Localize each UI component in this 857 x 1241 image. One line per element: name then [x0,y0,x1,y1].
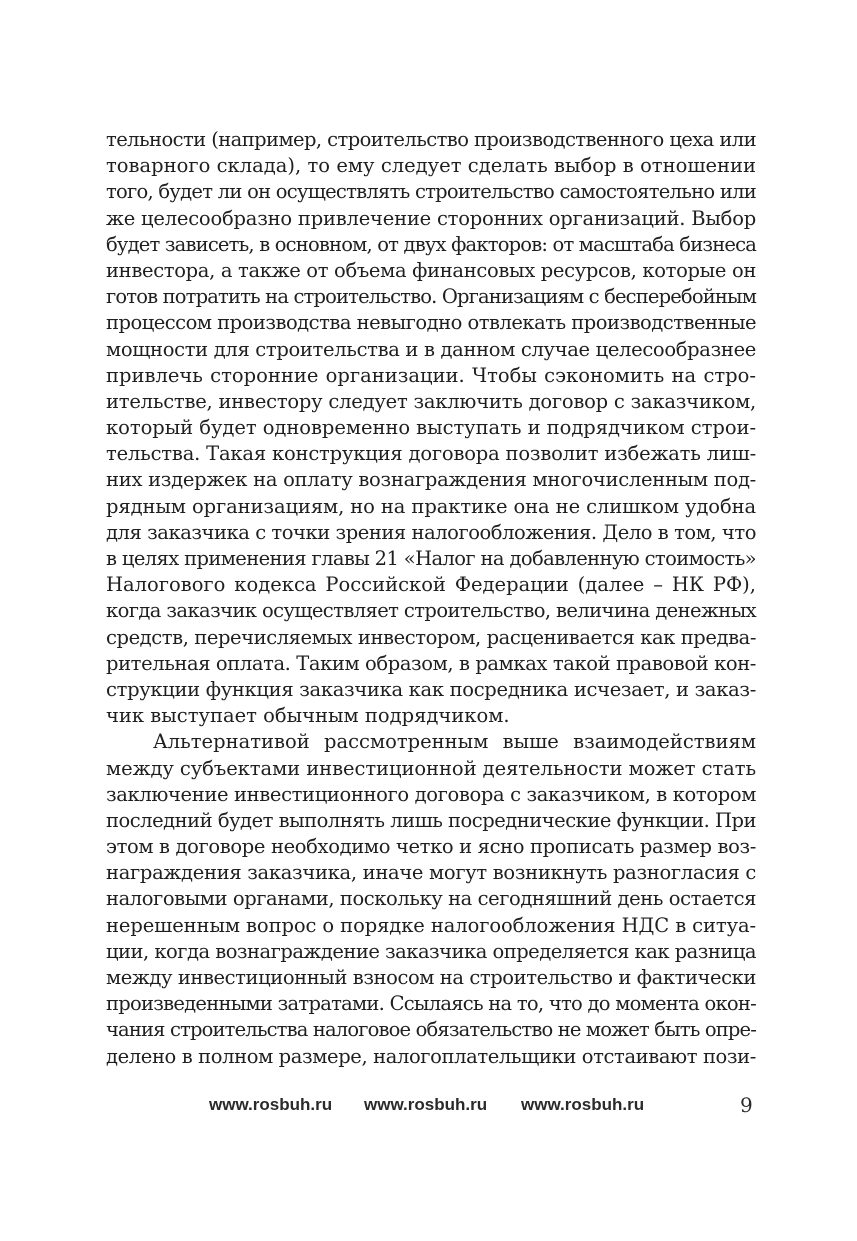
body-text [106,127,756,1070]
text-line: для заказчика с точки зрения налогообложения. Дело в том, что [106,520,756,544]
text-line: того, будет ли он осуществлять строительство самостоятельно или [106,180,756,204]
text-line: налоговыми органами, поскольку на сегодняшний день остается [106,887,756,911]
text-line: между субъектами инвестиционной деятельности может стать [106,756,756,780]
text-line: последний будет выполнять лишь посреднические функции. При [106,808,756,832]
text-line: струкции функция заказчика как посредника исчезает, и заказ- [106,677,756,701]
text-line: рительная оплата. Таким образом, в рамках такой правовой кон- [106,651,756,675]
text-line: заключение инвестиционного договора с заказчиком, в котором [106,782,757,806]
text-line: который будет одновременно выступать и подрядчиком строи- [106,416,757,440]
text-line: этом в договоре необходимо четко и ясно прописать размер воз- [106,835,756,859]
text-line: ции, когда вознаграждение заказчика определяется как разница [106,939,756,963]
page-number: 9 [740,1093,753,1117]
footer-url: www.rosbuh.ru [209,1095,333,1114]
text-line: Налогового кодекса Российской Федерации (далее – НК РФ), [106,573,756,597]
paragraph-1 [106,127,756,729]
text-line: товарного склада), то ему следует сделать выбор в отношении [106,154,756,178]
text-line: тельности (например, строительство производственного цеха или [106,128,756,151]
text-line: будет зависеть, в основном, от двух факторов: от масштаба бизнеса [106,232,757,256]
text-line: ительстве, инвестору следует заключить договор с заказчиком, [106,389,757,413]
text-line: между инвестиционный взносом на строительство и фактически [106,966,756,989]
text-line: готов потратить на строительство. Организациям с бесперебойным [106,285,757,309]
footer-url: www.rosbuh.ru [521,1095,645,1114]
text-line: них издержек на оплату вознаграждения многочисленным под- [106,468,756,492]
text-line: средств, перечисляемых инвестором, расценивается как предва- [106,625,757,649]
text-line: произведенными затратами. Ссылаясь на то, что до момента окон- [106,992,756,1016]
footer-url: www.rosbuh.ru [364,1095,488,1114]
text-line: процессом производства невыгодно отвлекать производственные [106,311,757,335]
text-line: привлечь сторонние организации. Чтобы сэкономить на стро- [106,363,756,387]
text-line: чик выступает обычным подрядчиком. [106,704,510,728]
text-line: в целях применения главы 21 «Налог на добавленную стоимость» [106,547,756,570]
text-line: делено в полном размере, налогоплательщики отстаивают пози- [106,1044,756,1068]
text-line: чания строительства налоговое обязательство не может быть опре- [106,1018,756,1042]
text-line: нерешенным вопрос о порядке налогообложения НДС в ситуа- [106,913,756,937]
text-line: рядным организациям, но на практике она не слишком удобна [106,494,757,518]
text-line: когда заказчик осуществляет строительство, величина денежных [106,599,757,623]
page-footer [0,1092,857,1122]
paragraph-2 [106,729,756,1069]
text-line: награждения заказчика, иначе могут возникнуть разногласия с [106,861,756,885]
text-line: инвестора, а также от объема финансовых ресурсов, которые он [106,258,757,282]
text-line: Альтернативой рассмотренным выше взаимодействиям [153,730,756,754]
text-line: же целесообразно привлечение сторонних организаций. Выбор [106,206,757,230]
text-line: тельства. Такая конструкция договора позволит избежать лиш- [106,442,757,466]
text-line: мощности для строительства и в данном случае целесообразнее [106,337,756,361]
